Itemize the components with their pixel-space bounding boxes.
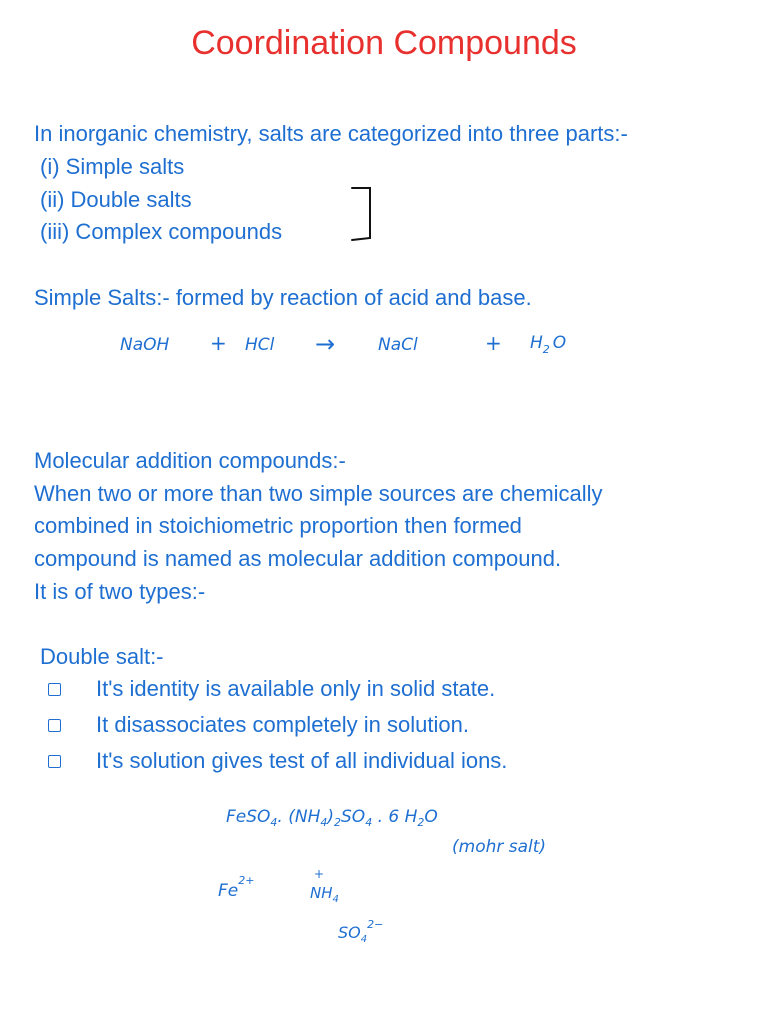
double-salt-bullet-3: It's solution gives test of all individual ions.	[96, 748, 508, 773]
equation-reactant-hcl: HCl	[245, 335, 275, 355]
molecular-addition-line-3: compound is named as molecular addition compound.	[34, 546, 562, 571]
equation-reactant-naoh: NaOH	[120, 335, 170, 355]
double-salt-bullet-1: It's identity is available only in solid state.	[96, 676, 496, 701]
svg-text:FeSO4. (NH4)2SO4 . 6 H2O: FeSO$_4$. $(NH_4)_2SO_4$ . 6 $H_2O$	[226, 807, 438, 829]
molecular-addition-line-4: It is of two types:-	[34, 579, 206, 604]
equation-plus-2: +	[485, 331, 502, 355]
intro-item-simple-salts: (i) Simple salts	[40, 154, 185, 179]
svg-text:Fe2+: $Fe^{2+}$	[218, 874, 255, 901]
double-salt-heading: Double salt:-	[40, 644, 164, 669]
svg-text:NH4: $NH_4$	[310, 884, 339, 905]
handwritten-ion-so4	[334, 910, 434, 950]
handwritten-equation	[110, 322, 590, 362]
double-salt-bullet-2: It disassociates completely in solution.	[96, 712, 469, 737]
handwritten-ion-fe	[214, 864, 304, 908]
molecular-addition-heading: Molecular addition compounds:-	[34, 448, 346, 473]
intro-sentence: In inorganic chemistry, salts are categorized into three parts:-	[34, 121, 628, 146]
intro-item-double-salts: (ii) Double salts	[40, 187, 192, 212]
page-title: Coordination Compounds	[191, 24, 577, 62]
bullet-checkbox-icon	[48, 683, 61, 696]
handwritten-ion-nh4	[300, 862, 390, 912]
equation-product-water: $H_2$ O	[530, 333, 567, 356]
handwritten-bracket	[340, 180, 390, 250]
equation-arrow: →	[315, 330, 336, 358]
molecular-addition-line-1: When two or more than two simple sources are chemically	[34, 481, 603, 506]
handwritten-mohr-salt-label	[448, 828, 598, 862]
svg-text:+: +	[314, 867, 325, 881]
intro-item-complex-compounds: (iii) Complex compounds	[40, 219, 283, 244]
simple-salts-definition: Simple Salts:- formed by reaction of acid and base.	[34, 285, 532, 310]
molecular-addition-line-2: combined in stoichiometric proportion then formed	[34, 513, 522, 538]
svg-text:(mohr salt): (mohr salt)	[452, 837, 547, 857]
bullet-checkbox-icon	[48, 755, 61, 768]
equation-plus-1: +	[210, 331, 227, 355]
svg-text:SO42−: $SO_4^{2-}$	[338, 918, 384, 945]
equation-product-nacl: NaCl	[378, 335, 418, 355]
bullet-checkbox-icon	[48, 719, 61, 732]
